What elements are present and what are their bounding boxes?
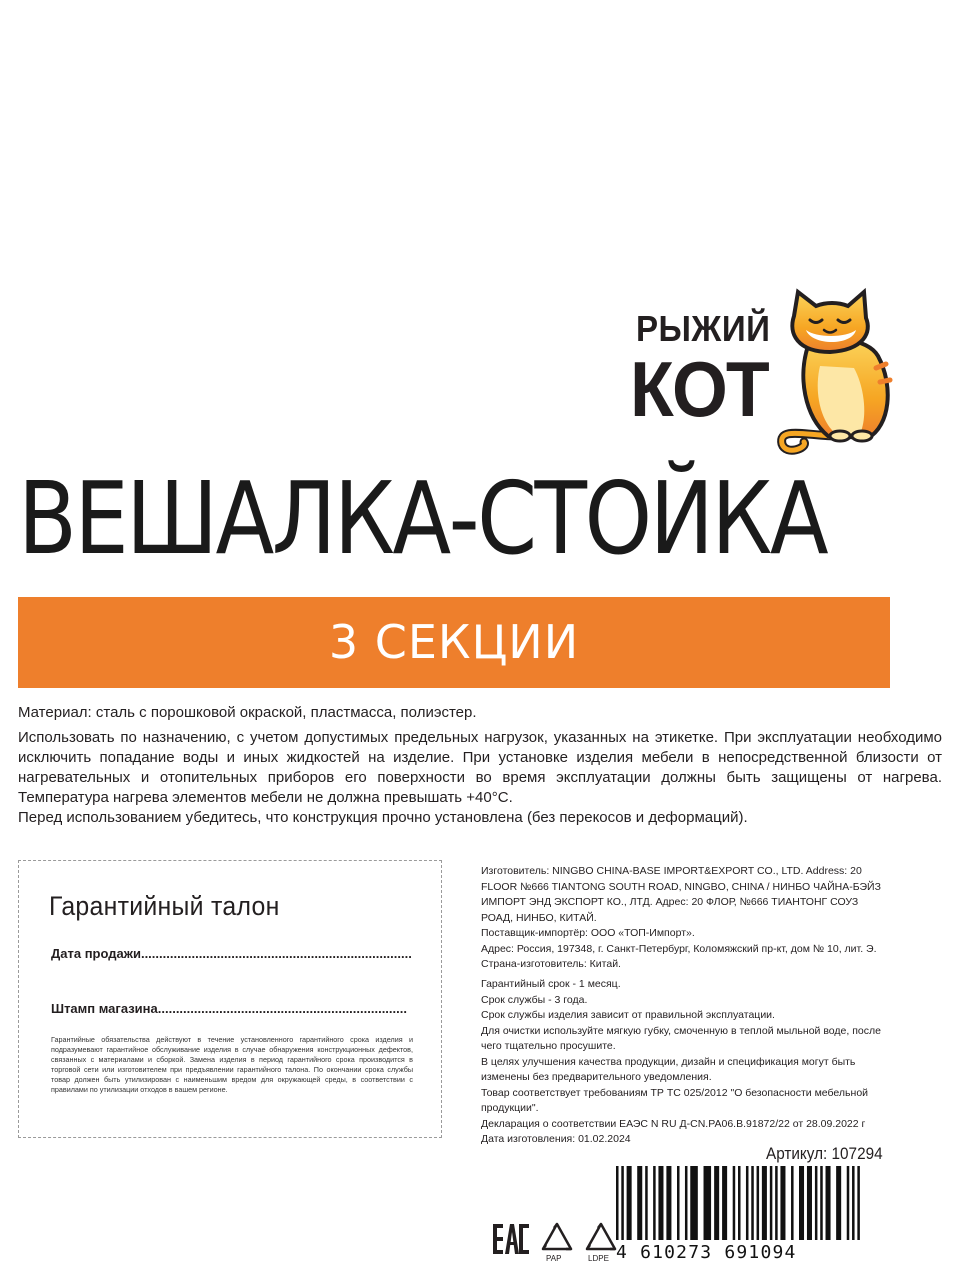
barcode-bar [746, 1166, 749, 1240]
barcode-bar [658, 1166, 663, 1240]
barcode-bar [757, 1166, 760, 1240]
product-subtitle: 3 СЕКЦИИ [328, 615, 580, 669]
barcode-bar [653, 1166, 656, 1240]
brand-name-line2: КОТ [630, 345, 768, 433]
product-title: ВЕШАЛКА-СТОЙКА [18, 460, 827, 577]
barcode [616, 1166, 860, 1252]
service-life: Срок службы - 3 года. [481, 993, 588, 1006]
usage-rules: Использовать по назначению, с учетом допустимых предельных нагрузок, указанных на этикетке. При эксплуатации необходимо исключить попадание воды и иных жидкостей на изделие. При установке изделия мебели в непосредственной близости от нагревательных и отопительных приборов его поверхности во время эксплуатации должны быть защищены от нагрева. Температура нагрева элементов мебели не должна превышать +40°С. [18, 729, 942, 806]
barcode-bar [645, 1166, 648, 1240]
barcode-bar [780, 1166, 785, 1240]
country-text: Страна-изготовитель: Китай. [481, 958, 621, 970]
product-terms [481, 977, 881, 1148]
recycle-pap-label: PAP [546, 1254, 562, 1263]
eac-mark-icon [493, 1222, 529, 1256]
barcode-bar [857, 1166, 860, 1240]
barcode-bar [637, 1166, 642, 1240]
article-number: Артикул: 107294 [766, 1144, 883, 1163]
barcode-bar [836, 1166, 841, 1240]
recycle-ldpe-icon [584, 1221, 618, 1253]
subtitle-band [18, 597, 890, 688]
brand-name-line1: РЫЖИЙ [636, 308, 771, 349]
warranty-terms: Гарантийные обязательства действуют в течение установленного гарантийного срока изделия и подразумевают гарантийное обслуживание изделия в случае обнаружения конструкционных дефектов, связанных с материалами и сборкой. Замена изделия в период гарантийного срока производится в торговой сети или изготовителем при предъявлении гарантийного талона. По окончании срока службы товар должен быть утилизирован с наименьшим вредом для окружающей среды, в соответствии с правилами по утилизации отходов в вашем регионе. [51, 1035, 413, 1094]
barcode-bar [690, 1166, 698, 1240]
barcode-bar [627, 1166, 632, 1240]
barcode-bar [714, 1166, 719, 1240]
barcode-bar [815, 1166, 818, 1240]
barcode-bar [685, 1166, 688, 1240]
barcode-bar [852, 1166, 855, 1240]
manufacture-date: Дата изготовления: 01.02.2024 [481, 1133, 631, 1145]
barcode-bar [820, 1166, 823, 1240]
barcode-bar [762, 1166, 767, 1240]
barcode-bar [666, 1166, 671, 1240]
cleaning-note: Для очистки используйте мягкую губку, смоченную в теплой мыльной воде, после чего тщательно просушите. [481, 1024, 881, 1052]
barcode-bar [733, 1166, 736, 1240]
barcode-bar [704, 1166, 712, 1240]
barcode-bar [807, 1166, 812, 1240]
store-stamp-field: Штамп магазина..................................................................... [51, 1001, 407, 1016]
importer-address: Адрес: Россия, 197348, г. Санкт-Петербург, Коломяжский пр-кт, дом № 10, лит. Э. [481, 942, 877, 955]
barcode-bar [847, 1166, 850, 1240]
barcode-digits: 4 610273 691094 [616, 1242, 797, 1263]
warranty-card [18, 860, 442, 1138]
warranty-period: Гарантийный срок - 1 месяц. [481, 978, 621, 990]
barcode-bar [621, 1166, 624, 1240]
usage-text [18, 728, 942, 828]
barcode-bar [751, 1166, 754, 1240]
sale-date-field: Дата продажи........................................................................... [51, 946, 412, 961]
barcode-bar [738, 1166, 741, 1240]
compliance-note: Товар соответствует требованиям ТР ТС 025/2012 "О безопасности мебельной продукции". [481, 1086, 869, 1114]
barcode-bar [677, 1166, 680, 1240]
material-text: Материал: сталь с порошковой окраской, пластмасса, полиэстер. [18, 704, 477, 721]
manufacturer-info [481, 864, 881, 973]
barcode-bar [722, 1166, 727, 1240]
importer-text: Поставщик-импортёр: ООО «ТОП-Импорт». [481, 927, 695, 939]
barcode-bar [799, 1166, 804, 1240]
barcode-bar [775, 1166, 778, 1240]
warranty-title: Гарантийный талон [49, 891, 280, 921]
improvement-note: В целях улучшения качества продукции, дизайн и спецификация могут быть изменены без предварительного уведомления. [481, 1055, 856, 1083]
orange-cat-icon [768, 286, 900, 456]
recycle-ldpe-label: LDPE [588, 1254, 609, 1263]
barcode-bar [826, 1166, 831, 1240]
manufacturer-text: Изготовитель: NINGBO CHINA-BASE IMPORT&EXPORT CO., LTD. Address: 20 FLOOR №666 TIANTONG SOUTH ROAD, NINGBO, CHINA / НИНБО ЧАЙНА-БЭЙЗ ИМПОРТ ЭНД ЭКСПОРТ КО., ЛТД. Адрес: 20 ФЛОР, №666 ТИАНТОНГ СОУЗ РОАД, НИНБО, КИТАЙ. [481, 865, 881, 924]
recycle-pap-icon [540, 1221, 574, 1253]
service-life-note: Срок службы изделия зависит от правильной эксплуатации. [481, 1009, 775, 1021]
declaration-note: Декларация о соответствии ЕАЭС N RU Д-CN.РА06.В.91872/22 от 28.09.2022 г [481, 1117, 866, 1130]
installation-check: Перед использованием убедитесь, что конструкция прочно установлена (без перекосов и деформаций). [18, 809, 748, 826]
barcode-bar [791, 1166, 794, 1240]
barcode-bar [770, 1166, 773, 1240]
